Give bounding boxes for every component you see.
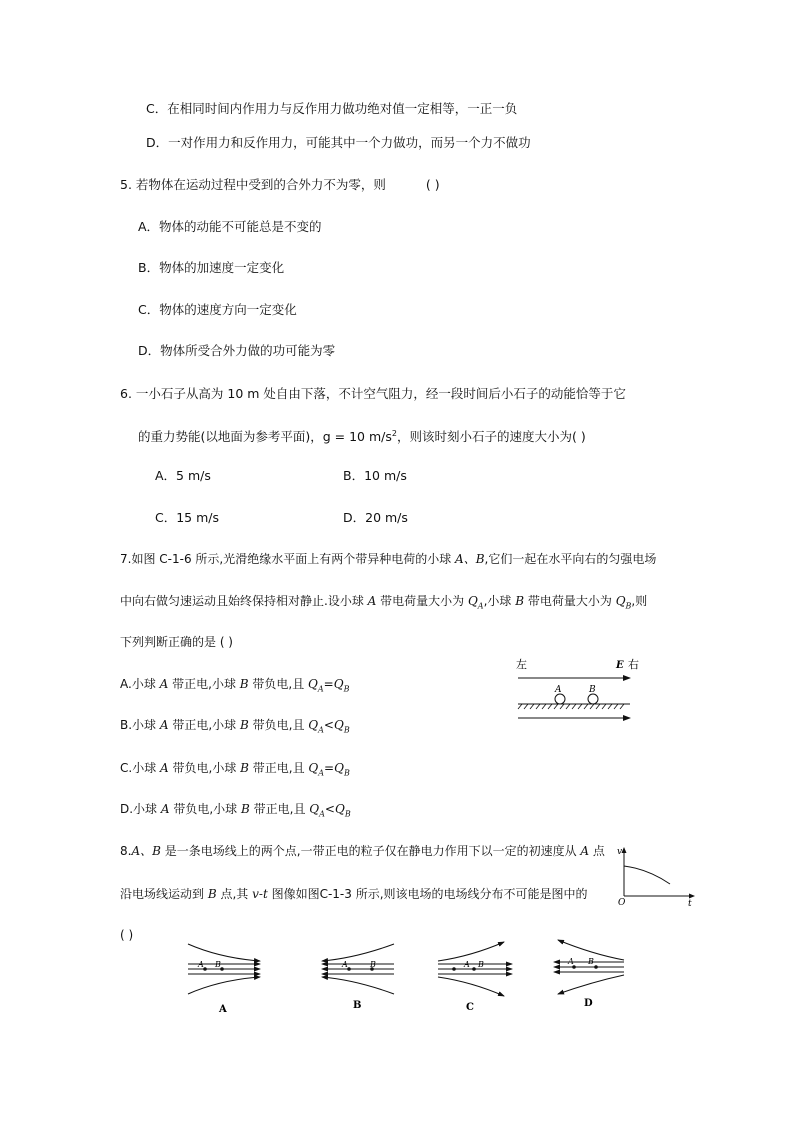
q4-option-c: C．在相同时间内作用力与反作用力做功绝对值一定相等，一正一负 [146, 101, 518, 116]
field-line-bottom [322, 977, 394, 994]
field-line-top [322, 944, 394, 961]
q8-figure-a [180, 936, 270, 1016]
point-a-label: A [464, 960, 470, 969]
opt-pre: D.小球 [120, 802, 161, 816]
q7-line2-b: 带电荷量大小为 [376, 594, 468, 608]
opt-mid: 带正电,小球 [168, 718, 240, 732]
q8-line1-tail: 点 [589, 844, 605, 858]
point-b-dot [594, 965, 598, 969]
opt-qb-sub: B [343, 768, 350, 778]
opt-s1: A [159, 718, 169, 732]
opt-qa: Q [309, 802, 320, 816]
q8-stem-line3: ( ) [120, 928, 134, 942]
q7-field-figure [512, 655, 642, 727]
opt-mid: 带负电,小球 [168, 761, 241, 775]
q7-line1-ab: A、B [455, 552, 485, 566]
q5-option-a: A．物体的动能不可能总是不变的 [138, 219, 322, 234]
q7-line2-c: ,小球 [483, 594, 516, 608]
opt-qb-sub: B [343, 725, 350, 735]
q8-number: 8. [120, 844, 132, 858]
q8-stem-line2 [120, 886, 588, 902]
opt-rel: < [323, 718, 334, 732]
opt-rel: < [324, 802, 335, 816]
q7-option-b [120, 717, 350, 738]
figure-label: D [584, 998, 593, 1009]
q7-stem-line3: 下列判断正确的是 ( ) [120, 635, 233, 649]
opt-qb: Q [334, 761, 344, 775]
q6-stem-line1: 6. 一小石子从高为 10 m 处自由下落，不计空气阻力，经一段时间后小石子的动能恰等于它 [120, 386, 626, 401]
q6-stem-line2 [138, 426, 586, 445]
q7-line2-a: 中向右做匀速运动且始终保持相对静止.设小球 [120, 594, 368, 608]
opt-qa: Q [308, 718, 319, 732]
opt-qa-sub: A [318, 725, 324, 735]
q7-fig-e-label: E [616, 660, 624, 671]
field-line-top [438, 942, 504, 961]
q5-option-d: D．物体所受合外力做的功可能为零 [138, 343, 336, 358]
q7-line2-e: ,则 [631, 594, 648, 608]
opt-qa-sub: A [317, 684, 324, 694]
opt-tail: 带负电,且 [248, 677, 309, 691]
q5-option-b: B．物体的加速度一定变化 [138, 260, 285, 275]
opt-qa-sub: A [319, 809, 325, 819]
opt-s2: B [240, 761, 249, 775]
q8-ab: A、B [131, 844, 161, 858]
opt-qb: Q [334, 802, 345, 816]
q8-graph-t-label: t [688, 899, 692, 909]
q7-fig-right-label: 右 [628, 658, 639, 671]
q8-line1-text: 是一条电场线上的两个点,一带正电的粒子仅在静电力作用下以一定的初速度从 [160, 844, 581, 858]
point-b-label: B [478, 960, 484, 969]
figure-label: A [219, 1004, 227, 1015]
q4-option-d: D．一对作用力和反作用力，可能其中一个力做功，而另一个力不做功 [146, 135, 531, 150]
q8-line2-b: 点,其 [216, 887, 253, 901]
q8-graph-origin: O [618, 898, 626, 908]
opt-qb: Q [333, 677, 344, 691]
opt-pre: C.小球 [120, 761, 161, 775]
q6-option-b: B．10 m/s [343, 468, 407, 483]
q8-figure-c [432, 936, 522, 1016]
point-a-dot [452, 967, 456, 971]
q7-ball-a [555, 694, 565, 704]
opt-qb: Q [333, 718, 344, 732]
q8-point-a: A [580, 844, 590, 858]
opt-qa: Q [308, 761, 319, 775]
q7-option-c [120, 760, 350, 781]
q8-line2-a: 沿电场线运动到 [120, 887, 208, 901]
field-line-bottom [438, 977, 504, 996]
point-a-label: A [568, 957, 574, 966]
opt-mid: 带负电,小球 [169, 802, 241, 816]
point-b-label: B [588, 957, 594, 966]
point-b-dot [472, 967, 476, 971]
q8-graph-v-label: v [617, 847, 623, 857]
q5-stem [120, 177, 440, 193]
q8-graph-curve [624, 866, 670, 884]
q7-line1-tail: ,它们一起在水平向右的匀强电场 [484, 552, 657, 566]
q5-option-c: C．物体的速度方向一定变化 [138, 302, 297, 317]
point-a-label: A [198, 960, 204, 969]
q7-ball-a-label: A [555, 685, 562, 695]
q7-option-d [120, 801, 351, 822]
opt-s2: B [239, 677, 249, 691]
q6-option-a: A．5 m/s [155, 468, 211, 483]
point-b-label: B [215, 960, 221, 969]
q7-fig-left-label: 左 [516, 658, 527, 671]
q6-option-d: D．20 m/s [343, 510, 408, 525]
q7-line2-ball-a: A [367, 594, 377, 608]
point-a-label: A [342, 960, 348, 969]
q7-line2-qa-sub: A [477, 601, 484, 611]
point-b-label: B [370, 960, 376, 969]
opt-tail: 带正电,且 [249, 802, 310, 816]
q6-stem-line2-tail: ，则该时刻小石子的速度大小为( ) [396, 429, 586, 445]
q8-line2-c: 图像如图C-1-3 所示,则该电场的电场线分布不可能是图中的 [267, 887, 588, 901]
q6-superscript: 2 [391, 429, 397, 438]
figure-label: B [353, 1000, 362, 1011]
q8-vt: v-t [252, 887, 268, 901]
q7-line2-d: 带电荷量大小为 [524, 594, 616, 608]
q6-option-c: C．15 m/s [155, 510, 220, 525]
q7-ground-hatching [518, 704, 624, 709]
q7-line2-qb: Q [615, 594, 626, 608]
opt-rel: = [323, 677, 334, 691]
q7-line2-ball-b: B [515, 594, 525, 608]
opt-s2: B [240, 718, 249, 732]
q7-ball-b [588, 694, 598, 704]
q8-point-b: B [207, 887, 217, 901]
q5-stem-text: 5. 若物体在运动过程中受到的合外力不为零，则 [120, 177, 386, 192]
opt-pre: A.小球 [120, 677, 160, 691]
opt-tail: 带负电,且 [248, 718, 309, 732]
q7-line2-qa: Q [467, 594, 478, 608]
field-line-top [188, 944, 260, 961]
figure-label: C [466, 1002, 474, 1013]
q8-figure-d [548, 932, 638, 1012]
q7-line2-qb-sub: B [625, 601, 632, 611]
opt-pre: B.小球 [120, 718, 160, 732]
opt-qb-sub: B [344, 809, 351, 819]
q7-line1-text: 7.如图 C-1-6 所示,光滑绝缘水平面上有两个带异种电荷的小球 [120, 552, 456, 566]
q7-stem-line2 [120, 593, 647, 614]
q8-figure-b [316, 936, 406, 1016]
opt-tail: 带正电,且 [248, 761, 309, 775]
q5-answer-blank: ( ) [425, 177, 440, 192]
q7-option-a [120, 676, 349, 697]
field-line-bottom [188, 977, 260, 994]
opt-rel: = [324, 761, 335, 775]
opt-qb-sub: B [343, 684, 350, 694]
q6-stem-line2-text: 的重力势能(以地面为参考平面)，g = 10 m/s [138, 429, 392, 445]
q7-ball-b-label: B [589, 685, 596, 695]
opt-qa: Q [308, 677, 318, 691]
opt-mid: 带正电,小球 [168, 677, 240, 691]
q8-stem-line1 [120, 843, 605, 859]
q7-stem-line1 [120, 551, 656, 567]
opt-s1: A [160, 761, 169, 775]
q8-vt-graph [614, 842, 698, 909]
opt-qa-sub: A [318, 768, 325, 778]
opt-s2: B [241, 802, 250, 816]
field-line-bottom [558, 975, 624, 994]
opt-s1: A [160, 802, 170, 816]
opt-s1: A [159, 677, 169, 691]
